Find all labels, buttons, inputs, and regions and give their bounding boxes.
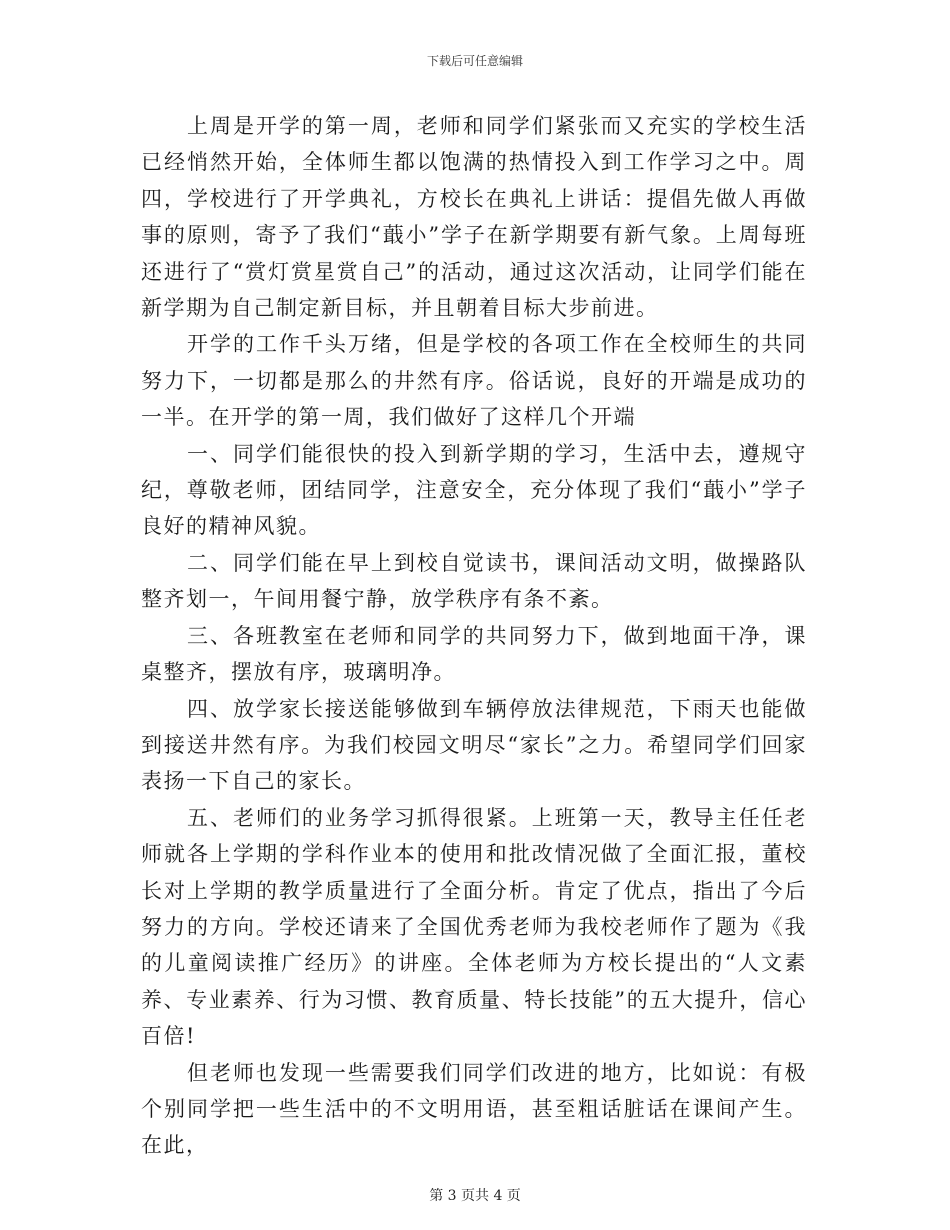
paragraph-7: 五、老师们的业务学习抓得很紧。上班第一天，教导主任任老师就各上学期的学科作业本的使用和批改情况做了全面汇报，董校长对上学期的教学质量进行了全面分析。肯定了优点，指出了今后努力的方向。学校还请来了全国优秀老师为我校老师作了题为《我的儿童阅读推广经历》的讲座。全体老师为方校长提出的“人文素养、专业素养、行为习惯、教育质量、特长技能”的五大提升，信心百倍! — [141, 805, 807, 1049]
page-number-footer: 第 3 页共 4 页 — [429, 1188, 521, 1204]
paragraph-4: 二、同学们能在早上到校自觉读书，课间活动文明，做操路队整齐划一，午间用餐宁静，放学秩序有条不紊。 — [141, 550, 807, 612]
paragraph-5: 三、各班教室在老师和同学的共同努力下，做到地面干净，课桌整齐，摆放有序，玻璃明净。 — [141, 623, 807, 685]
paragraph-2: 开学的工作千头万绪，但是学校的各项工作在全校师生的共同努力下，一切都是那么的井然有序。俗话说，良好的开端是成功的一半。在开学的第一周，我们做好了这样几个开端 — [141, 332, 807, 430]
paragraph-6: 四、放学家长接送能够做到车辆停放法律规范，下雨天也能做到接送井然有序。为我们校园文明尽“家长”之力。希望同学们回家表扬一下自己的家长。 — [141, 696, 807, 794]
paragraph-1: 上周是开学的第一周，老师和同学们紧张而又充实的学校生活已经悄然开始，全体师生都以饱满的热情投入到工作学习之中。周四，学校进行了开学典礼，方校长在典礼上讲话：提倡先做人再做事的原则，寄予了我们“蕺小”学子在新学期要有新气象。上周每班还进行了“赏灯赏星赏自己”的活动，通过这次活动，让同学们能在新学期为自己制定新目标，并且朝着目标大步前进。 — [141, 114, 807, 321]
document-body — [141, 108, 807, 1164]
paragraph-3: 一、同学们能很快的投入到新学期的学习，生活中去，遵规守纪，尊敬老师，团结同学，注意安全，充分体现了我们“蕺小”学子良好的精神风貌。 — [141, 441, 807, 539]
paragraph-8: 但老师也发现一些需要我们同学们改进的地方，比如说：有极个别同学把一些生活中的不文明用语，甚至粗话脏话在课间产生。在此， — [141, 1060, 807, 1158]
page-header: 下载后可任意编辑 — [426, 54, 523, 68]
